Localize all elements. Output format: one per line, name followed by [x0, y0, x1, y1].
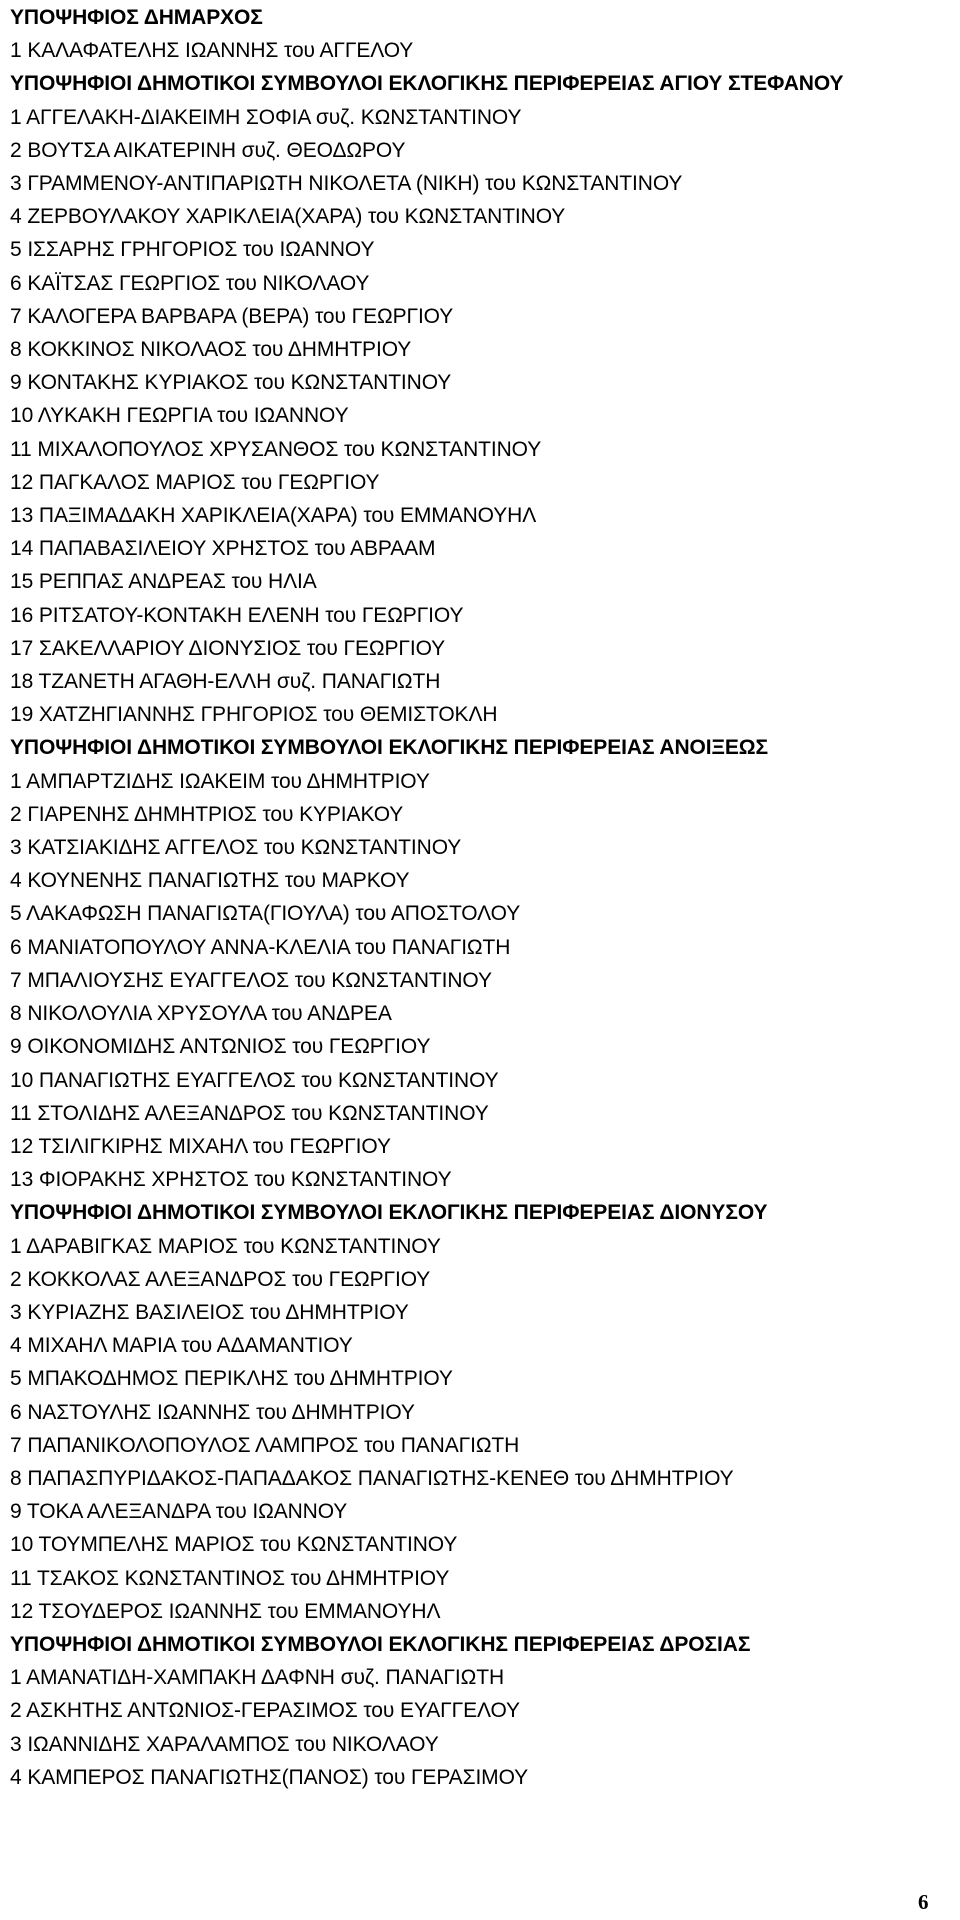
candidate-item: 9 ΟΙΚΟΝΟΜΙΔΗΣ ΑΝΤΩΝΙΟΣ του ΓΕΩΡΓΙΟΥ	[10, 1035, 431, 1059]
candidate-item: 10 ΤΟΥΜΠΕΛΗΣ ΜΑΡΙΟΣ του ΚΩΝΣΤΑΝΤΙΝΟΥ	[10, 1533, 458, 1557]
section-heading: ΥΠΟΨΗΦΙΟΙ ΔΗΜΟΤΙΚΟΙ ΣΥΜΒΟΥΛΟΙ ΕΚΛΟΓΙΚΗΣ ΠΕΡΙΦΕΡΕΙΑΣ ΔΡΟΣΙΑΣ	[10, 1632, 751, 1656]
section-agios-stefanos	[10, 67, 955, 731]
candidate-item: 2 ΑΣΚΗΤΗΣ ΑΝΤΩΝΙΟΣ-ΓΕΡΑΣΙΜΟΣ του ΕΥΑΓΓΕΛΟΥ	[10, 1699, 520, 1723]
candidate-item: 11 ΜΙΧΑΛΟΠΟΥΛΟΣ ΧΡΥΣΑΝΘΟΣ του ΚΩΝΣΤΑΝΤΙΝΟΥ	[10, 437, 542, 461]
candidate-item: 9 ΚΟΝΤΑΚΗΣ ΚΥΡΙΑΚΟΣ του ΚΩΝΣΤΑΝΤΙΝΟΥ	[10, 371, 452, 395]
candidate-item: 18 ΤΖΑΝΕΤΗ ΑΓΑΘΗ-ΕΛΛΗ συζ. ΠΑΝΑΓΙΩΤΗ	[10, 670, 441, 694]
candidate-item: 1 ΑΜΑΝΑΤΙΔΗ-ΧΑΜΠΑΚΗ ΔΑΦΝΗ συζ. ΠΑΝΑΓΙΩΤΗ	[10, 1666, 505, 1690]
candidate-item: 11 ΣΤΟΛΙΔΗΣ ΑΛΕΞΑΝΔΡΟΣ του ΚΩΝΣΤΑΝΤΙΝΟΥ	[10, 1101, 489, 1125]
candidate-item: 10 ΠΑΝΑΓΙΩΤΗΣ ΕΥΑΓΓΕΛΟΣ του ΚΩΝΣΤΑΝΤΙΝΟΥ	[10, 1068, 499, 1092]
candidate-item: 16 ΡΙΤΣΑΤΟΥ-ΚΟΝΤΑΚΗ ΕΛΕΝΗ του ΓΕΩΡΓΙΟΥ	[10, 603, 464, 627]
section-heading: ΥΠΟΨΗΦΙΟΙ ΔΗΜΟΤΙΚΟΙ ΣΥΜΒΟΥΛΟΙ ΕΚΛΟΓΙΚΗΣ ΠΕΡΙΦΕΡΕΙΑΣ ΑΓΙΟΥ ΣΤΕΦΑΝΟΥ	[10, 72, 844, 96]
candidate-item: 12 ΤΣΟΥΔΕΡΟΣ ΙΩΑΝΝΗΣ του ΕΜΜΑΝΟΥΗΛ	[10, 1599, 441, 1623]
mayor-candidate: 1 ΚΑΛΑΦΑΤΕΛΗΣ ΙΩΑΝΝΗΣ του ΑΓΓΕΛΟΥ	[10, 39, 414, 63]
candidate-item: 3 ΚΥΡΙΑΖΗΣ ΒΑΣΙΛΕΙΟΣ του ΔΗΜΗΤΡΙΟΥ	[10, 1300, 409, 1324]
page-number: 6	[918, 1890, 929, 1914]
candidate-item: 15 ΡΕΠΠΑΣ ΑΝΔΡΕΑΣ του ΗΛΙΑ	[10, 570, 317, 594]
candidate-item: 4 ΚΑΜΠΕΡΟΣ ΠΑΝΑΓΙΩΤΗΣ(ΠΑΝΟΣ) του ΓΕΡΑΣΙΜΟΥ	[10, 1765, 529, 1789]
candidate-item: 1 ΔΑΡΑΒΙΓΚΑΣ ΜΑΡΙΟΣ του ΚΩΝΣΤΑΝΤΙΝΟΥ	[10, 1234, 441, 1258]
candidate-item: 17 ΣΑΚΕΛΛΑΡΙΟΥ ΔΙΟΝΥΣΙΟΣ του ΓΕΩΡΓΙΟΥ	[10, 636, 446, 660]
candidate-item: 6 ΜΑΝΙΑΤΟΠΟΥΛΟΥ ΑΝΝΑ-ΚΛΕΛΙΑ του ΠΑΝΑΓΙΩΤΗ	[10, 935, 511, 959]
candidate-item: 2 ΚΟΚΚΟΛΑΣ ΑΛΕΞΑΝΔΡΟΣ του ΓΕΩΡΓΙΟΥ	[10, 1267, 431, 1291]
section-drosia	[10, 1628, 955, 1794]
candidate-item: 6 ΝΑΣΤΟΥΛΗΣ ΙΩΑΝΝΗΣ του ΔΗΜΗΤΡΙΟΥ	[10, 1400, 415, 1424]
section-dionysos	[10, 1196, 955, 1628]
candidate-item: 2 ΒΟΥΤΣΑ ΑΙΚΑΤΕΡΙΝΗ συζ. ΘΕΟΔΩΡΟΥ	[10, 138, 406, 162]
candidate-item: 1 ΑΜΠΑΡΤΖΙΔΗΣ ΙΩΑΚΕΙΜ του ΔΗΜΗΤΡΙΟΥ	[10, 769, 430, 793]
candidate-item: 2 ΓΙΑΡΕΝΗΣ ΔΗΜΗΤΡΙΟΣ του ΚΥΡΙΑΚΟΥ	[10, 802, 404, 826]
candidate-item: 11 ΤΣΑΚΟΣ ΚΩΝΣΤΑΝΤΙΝΟΣ του ΔΗΜΗΤΡΙΟΥ	[10, 1566, 450, 1590]
section-heading: ΥΠΟΨΗΦΙΟΙ ΔΗΜΟΤΙΚΟΙ ΣΥΜΒΟΥΛΟΙ ΕΚΛΟΓΙΚΗΣ ΠΕΡΙΦΕΡΕΙΑΣ ΑΝΟΙΞΕΩΣ	[10, 736, 769, 760]
candidate-item: 10 ΛΥΚΑΚΗ ΓΕΩΡΓΙΑ του ΙΩΑΝΝΟΥ	[10, 404, 349, 428]
candidate-item: 7 ΠΑΠΑΝΙΚΟΛΟΠΟΥΛΟΣ ΛΑΜΠΡΟΣ του ΠΑΝΑΓΙΩΤΗ	[10, 1433, 520, 1457]
candidate-item: 7 ΜΠΑΛΙΟΥΣΗΣ ΕΥΑΓΓΕΛΟΣ του ΚΩΝΣΤΑΝΤΙΝΟΥ	[10, 968, 492, 992]
candidate-item: 8 ΚΟΚΚΙΝΟΣ ΝΙΚΟΛΑΟΣ του ΔΗΜΗΤΡΙΟΥ	[10, 338, 412, 362]
candidate-item: 13 ΠΑΞΙΜΑΔΑΚΗ ΧΑΡΙΚΛΕΙΑ(ΧΑΡΑ) του ΕΜΜΑΝΟΥΗΛ	[10, 504, 537, 528]
candidate-item: 4 ΜΙΧΑΗΛ ΜΑΡΙΑ του ΑΔΑΜΑΝΤΙΟΥ	[10, 1334, 353, 1358]
candidate-item: 6 ΚΑΪΤΣΑΣ ΓΕΩΡΓΙΟΣ του ΝΙΚΟΛΑΟΥ	[10, 271, 370, 295]
candidate-item: 4 ΚΟΥΝΕΝΗΣ ΠΑΝΑΓΙΩΤΗΣ του ΜΑΡΚΟΥ	[10, 869, 410, 893]
candidate-item: 8 ΝΙΚΟΛΟΥΛΙΑ ΧΡΥΣΟΥΛΑ του ΑΝΔΡΕΑ	[10, 1002, 392, 1026]
candidate-item: 14 ΠΑΠΑΒΑΣΙΛΕΙΟΥ ΧΡΗΣΤΟΣ του ΑΒΡΑΑΜ	[10, 537, 436, 561]
candidate-item: 13 ΦΙΟΡΑΚΗΣ ΧΡΗΣΤΟΣ του ΚΩΝΣΤΑΝΤΙΝΟΥ	[10, 1168, 452, 1192]
candidate-item: 5 ΜΠΑΚΟΔΗΜΟΣ ΠΕΡΙΚΛΗΣ του ΔΗΜΗΤΡΙΟΥ	[10, 1367, 453, 1391]
candidate-item: 8 ΠΑΠΑΣΠΥΡΙΔΑΚΟΣ-ΠΑΠΑΔΑΚΟΣ ΠΑΝΑΓΙΩΤΗΣ-ΚΕΝΕΘ του ΔΗΜΗΤΡΙΟΥ	[10, 1466, 734, 1490]
candidate-item: 1 ΑΓΓΕΛΑΚΗ-ΔΙΑΚΕΙΜΗ ΣΟΦΙΑ συζ. ΚΩΝΣΤΑΝΤΙΝΟΥ	[10, 105, 522, 129]
candidate-document	[10, 1, 955, 1794]
candidate-item: 19 ΧΑΤΖΗΓΙΑΝΝΗΣ ΓΡΗΓΟΡΙΟΣ του ΘΕΜΙΣΤΟΚΛΗ	[10, 703, 498, 727]
candidate-item: 5 ΙΣΣΑΡΗΣ ΓΡΗΓΟΡΙΟΣ του ΙΩΑΝΝΟΥ	[10, 238, 375, 262]
section-heading: ΥΠΟΨΗΦΙΟΙ ΔΗΜΟΤΙΚΟΙ ΣΥΜΒΟΥΛΟΙ ΕΚΛΟΓΙΚΗΣ ΠΕΡΙΦΕΡΕΙΑΣ ΔΙΟΝΥΣΟΥ	[10, 1201, 768, 1225]
candidate-item: 3 ΓΡΑΜΜΕΝΟΥ-ΑΝΤΙΠΑΡΙΩΤΗ ΝΙΚΟΛΕΤΑ (ΝΙΚΗ) του ΚΩΝΣΤΑΝΤΙΝΟΥ	[10, 172, 683, 196]
candidate-item: 12 ΤΣΙΛΙΓΚΙΡΗΣ ΜΙΧΑΗΛ του ΓΕΩΡΓΙΟΥ	[10, 1134, 391, 1158]
candidate-item: 9 ΤΟΚΑ ΑΛΕΞΑΝΔΡΑ του ΙΩΑΝΝΟΥ	[10, 1500, 348, 1524]
candidate-item: 4 ΖΕΡΒΟΥΛΑΚΟΥ ΧΑΡΙΚΛΕΙΑ(ΧΑΡΑ) του ΚΩΝΣΤΑΝΤΙΝΟΥ	[10, 205, 566, 229]
candidate-item: 12 ΠΑΓΚΑΛΟΣ ΜΑΡΙΟΣ του ΓΕΩΡΓΙΟΥ	[10, 470, 380, 494]
section-anoixi	[10, 731, 955, 1196]
candidate-item: 7 ΚΑΛΟΓΕΡΑ ΒΑΡΒΑΡΑ (ΒΕΡΑ) του ΓΕΩΡΓΙΟΥ	[10, 304, 454, 328]
candidate-item: 3 ΚΑΤΣΙΑΚΙΔΗΣ ΑΓΓΕΛΟΣ του ΚΩΝΣΤΑΝΤΙΝΟΥ	[10, 836, 462, 860]
candidate-item: 3 ΙΩΑΝΝΙΔΗΣ ΧΑΡΑΛΑΜΠΟΣ του ΝΙΚΟΛΑΟΥ	[10, 1732, 439, 1756]
mayor-heading: ΥΠΟΨΗΦΙΟΣ ΔΗΜΑΡΧΟΣ	[10, 6, 263, 29]
candidate-item: 5 ΛΑΚΑΦΩΣΗ ΠΑΝΑΓΙΩΤΑ(ΓΙΟΥΛΑ) του ΑΠΟΣΤΟΛΟΥ	[10, 902, 521, 926]
